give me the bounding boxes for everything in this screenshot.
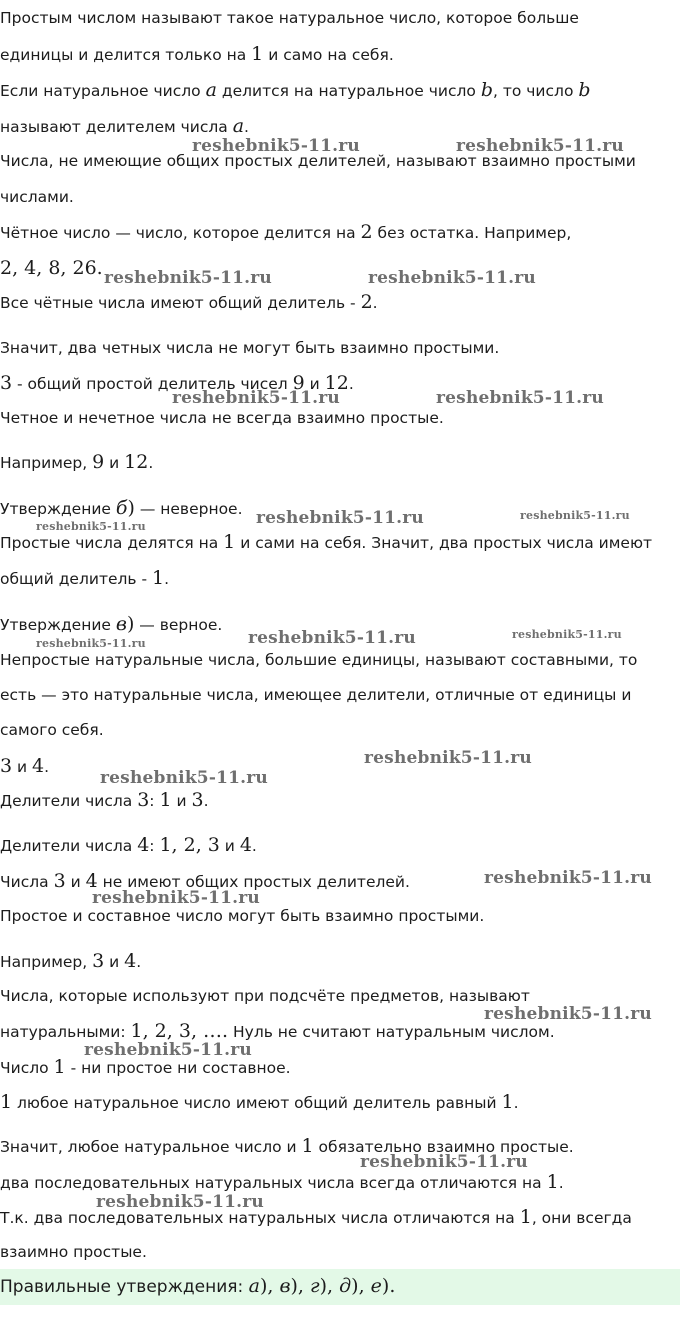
text-line: Делители числа 3: 1 и 3. bbox=[0, 789, 209, 811]
watermark: reshebnik5-11.ru bbox=[436, 388, 604, 408]
watermark: reshebnik5-11.ru bbox=[36, 520, 146, 533]
watermark: reshebnik5-11.ru bbox=[484, 1004, 652, 1024]
text-line: Числа 3 и 4 не имеют общих простых делителей. bbox=[0, 870, 410, 892]
text-line: натуральными: 1, 2, 3, …. Нуль не считают натуральным числом. bbox=[0, 1020, 555, 1042]
text-line: числами. bbox=[0, 188, 74, 206]
text-line: Значит, два четных числа не могут быть взаимно простыми. bbox=[0, 339, 500, 357]
text-line: Например, 9 и 12. bbox=[0, 451, 154, 473]
text-line: 3 - общий простой делитель чисел 9 и 12. bbox=[0, 372, 354, 394]
watermark: reshebnik5-11.ru bbox=[368, 268, 536, 288]
watermark: reshebnik5-11.ru bbox=[256, 508, 424, 528]
text-line: 1 любое натуральное число имеют общий делитель равный 1. bbox=[0, 1091, 519, 1113]
text-line: Если натуральное число a делится на натуральное число b, то число b bbox=[0, 79, 591, 101]
text-line: Простое и составное число могут быть взаимно простыми. bbox=[0, 907, 485, 925]
watermark: reshebnik5-11.ru bbox=[456, 136, 624, 156]
watermark: reshebnik5-11.ru bbox=[192, 136, 360, 156]
text-line: Простые числа делятся на 1 и сами на себя. Значит, два простых числа имеют bbox=[0, 531, 653, 553]
watermark: reshebnik5-11.ru bbox=[364, 748, 532, 768]
watermark: reshebnik5-11.ru bbox=[248, 628, 416, 648]
watermark: reshebnik5-11.ru bbox=[104, 268, 272, 288]
watermark: reshebnik5-11.ru bbox=[100, 768, 268, 788]
text-line: Делители числа 4: 1, 2, 3 и 4. bbox=[0, 834, 257, 856]
text-line: взаимно простые. bbox=[0, 1243, 147, 1261]
text-line: Числа, которые используют при подсчёте предметов, называют bbox=[0, 987, 530, 1005]
watermark: reshebnik5-11.ru bbox=[84, 1040, 252, 1060]
watermark: reshebnik5-11.ru bbox=[92, 888, 260, 908]
text-line: два последовательных натуральных числа всегда отличаются на 1. bbox=[0, 1171, 564, 1193]
text-line: Значит, любое натуральное число и 1 обязательно взаимно простые. bbox=[0, 1135, 574, 1157]
text-line: Утверждение в) — верное. bbox=[0, 613, 223, 635]
math-line: 2, 4, 8, 26. bbox=[0, 257, 103, 279]
text-line: единицы и делится только на 1 и само на себя. bbox=[0, 43, 394, 65]
watermark: reshebnik5-11.ru bbox=[520, 509, 630, 522]
text-line: Все чётные числа имеют общий делитель - 2. bbox=[0, 291, 378, 313]
text-line: Непростые натуральные числа, большие единицы, называют составными, то bbox=[0, 651, 638, 669]
text-line: называют делителем числа a. bbox=[0, 115, 249, 137]
text-line: Числа, не имеющие общих простых делителей, называют взаимно простыми bbox=[0, 152, 636, 170]
watermark: reshebnik5-11.ru bbox=[96, 1192, 264, 1212]
text-line: Четное и нечетное числа не всегда взаимно простые. bbox=[0, 409, 444, 427]
text-line: общий делитель - 1. bbox=[0, 567, 170, 589]
watermark: reshebnik5-11.ru bbox=[484, 868, 652, 888]
watermark: reshebnik5-11.ru bbox=[360, 1152, 528, 1172]
answer-box bbox=[0, 1269, 680, 1305]
text-line: Число 1 - ни простое ни составное. bbox=[0, 1056, 291, 1078]
text-line: Простым числом называют такое натуральное число, которое больше bbox=[0, 9, 579, 27]
watermark: reshebnik5-11.ru bbox=[36, 637, 146, 650]
text-line: самого себя. bbox=[0, 721, 104, 739]
text-line: Т.к. два последовательных натуральных числа отличаются на 1, они всегда bbox=[0, 1206, 632, 1228]
watermark: reshebnik5-11.ru bbox=[512, 628, 622, 641]
text-line: Чётное число — число, которое делится на 2 без остатка. Например, bbox=[0, 221, 572, 243]
text-line: Например, 3 и 4. bbox=[0, 950, 142, 972]
text-line: есть — это натуральные числа, имеющее делители, отличные от единицы и bbox=[0, 686, 632, 704]
text-line: Утверждение б) — неверное. bbox=[0, 497, 243, 519]
answer-line: Правильные утверждения: а), в), г), д), е). bbox=[0, 1275, 396, 1297]
text-line: 3 и 4. bbox=[0, 755, 50, 777]
watermark: reshebnik5-11.ru bbox=[172, 388, 340, 408]
